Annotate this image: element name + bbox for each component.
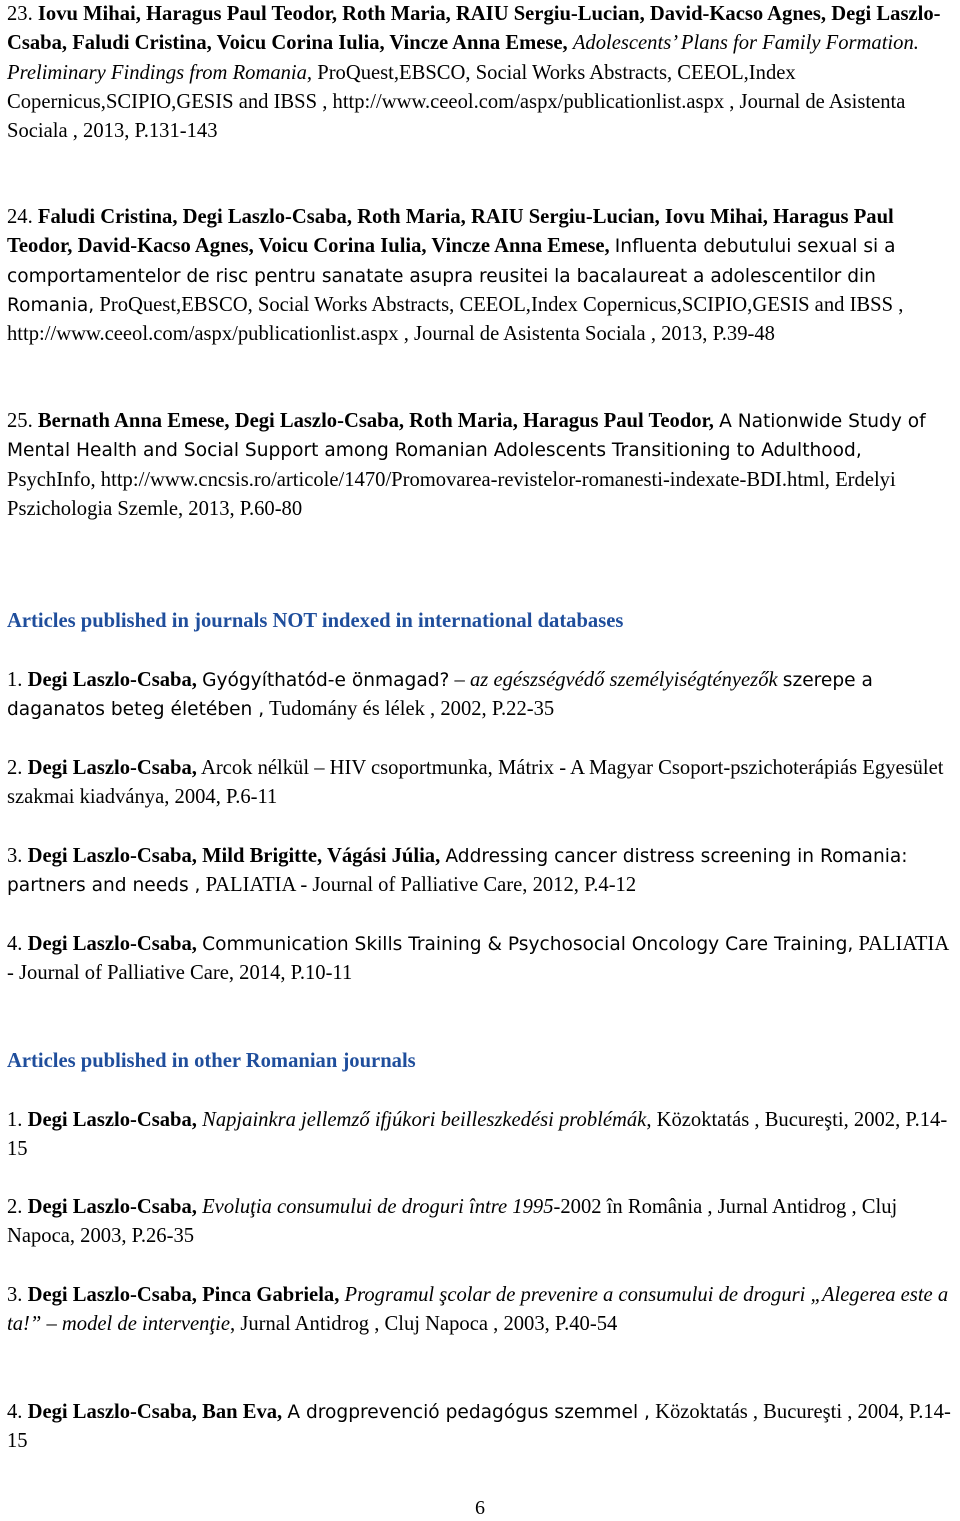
publication-entry [7, 666, 952, 725]
entry-authors: Degi Laszlo-Csaba, Ban Eva, [27, 1401, 283, 1423]
entry-details: , Jurnal Antidrog , Cluj Napoca , 2003, P.40-54 [230, 1313, 618, 1336]
entry-title: Programul şcolar de prevenire a consumului de droguri „Alegerea este a ta!” – model de intervenţie [7, 1284, 949, 1336]
entry-authors: Degi Laszlo-Csaba, [27, 1109, 197, 1131]
publication-entry [7, 1106, 952, 1165]
entry-title: Addressing cancer distress screening in Romania: partners and needs , [7, 846, 908, 897]
entry-details: , Közoktatás , Bucureşti, 2002, P.14-15 [7, 1109, 948, 1161]
publication-entry [7, 203, 957, 349]
publication-entry [7, 754, 952, 813]
entry-number: 24. [7, 206, 33, 228]
entry-details: PsychInfo, http://www.cncsis.ro/articole/1470/Promovarea-revistelor-romanesti-indexate-BDI.html, Erdelyi Pszichologia Szemle, 2013, P.60-80 [7, 468, 896, 520]
entry-number: 4. [7, 933, 23, 955]
page-number: 6 [475, 1497, 485, 1519]
entry-details: -2002 în România , Jurnal Antidrog , Cluj Napoca, 2003, P.26-35 [7, 1196, 898, 1248]
entry-details: ProQuest,EBSCO, Social Works Abstracts, CEEOL,Index Copernicus,SCIPIO,GESIS and IBSS , http://www.ceeol.com/aspx/publicationlist.aspx , Journal de Asistenta Sociala , 2013, P.39-48 [7, 293, 904, 346]
entry-authors: Bernath Anna Emese, Degi Laszlo-Csaba, Roth Maria, Haragus Paul Teodor, [37, 410, 714, 432]
entry-title: Influenta debutului sexual si a comportamentelor de risc pentru sanatate asupra reusitei la bacalaureat a adolescentilor din Romania, [7, 236, 896, 316]
entry-title: Gyógyíthatód-e önmagad? [202, 670, 450, 691]
entry-title: Adolescents’ Plans for Family Formation. Preliminary Findings from Romania, [7, 32, 919, 84]
entry-number: 3. [7, 845, 23, 867]
publication-entry [7, 1398, 952, 1457]
entry-number: 4. [7, 1401, 23, 1423]
entry-title-italic: az egészségvédő személyiségtényezők [469, 669, 778, 691]
publication-entry [7, 842, 957, 901]
entry-title: A Nationwide Study of Mental Health and Social Support among Romanian Adolescents Transitioning to Adulthood, [7, 411, 926, 462]
publication-entry [7, 1193, 952, 1252]
entry-details: PALIATIA - Journal of Palliative Care, 2012, P.4-12 [205, 874, 637, 897]
entry-authors: Degi Laszlo-Csaba, Pinca Gabriela, [27, 1284, 340, 1306]
entry-title: Arcok nélkül – HIV csoportmunka, [200, 757, 493, 779]
entry-details: Közoktatás , Bucureşti , 2004, P.14-15 [7, 1401, 951, 1453]
entry-details: PALIATIA - Journal of Palliative Care, 2014, P.10-11 [7, 933, 949, 985]
publication-entry [7, 1281, 952, 1340]
publication-entry [7, 0, 952, 146]
entry-title: Communication Skills Training & Psychosocial Oncology Care Training, [202, 934, 854, 955]
entry-authors: Degi Laszlo-Csaba, [27, 1196, 197, 1218]
entry-details: Mátrix - A Magyar Csoport-pszichoterápiás Egyesület szakmai kiadványa, 2004, P.6-11 [7, 757, 944, 809]
entry-number: 3. [7, 1284, 23, 1306]
entry-title: A drogprevenció pedagógus szemmel , [287, 1402, 650, 1423]
entry-authors: Degi Laszlo-Csaba, [27, 933, 197, 955]
entry-authors: Degi Laszlo-Csaba, Mild Brigitte, Vágási Júlia, [27, 845, 441, 867]
entry-number: 1. [7, 1109, 23, 1131]
entry-number: 2. [7, 1196, 23, 1218]
entry-title: Napjainkra jellemző ifjúkori beilleszkedési problémák [202, 1109, 647, 1131]
entry-authors: Degi Laszlo-Csaba, [27, 669, 197, 691]
entry-number: 25. [7, 410, 33, 432]
entry-details: ProQuest,EBSCO, Social Works Abstracts, CEEOL,Index Copernicus,SCIPIO,GESIS and IBSS , http://www.ceeol.com/aspx/publicationlist.aspx , Journal de Asistenta Sociala , 2013, P.131-143 [7, 61, 906, 143]
entry-authors: Degi Laszlo-Csaba, [27, 757, 197, 779]
entry-number: 23. [7, 3, 33, 25]
entry-number: 2. [7, 757, 23, 779]
section-heading: Articles published in other Romanian journals [7, 1050, 416, 1072]
section-heading: Articles published in journals NOT indexed in international databases [7, 610, 624, 632]
publication-entry [7, 407, 952, 524]
entry-title-continued: szerepe a daganatos beteg életében , [7, 670, 873, 721]
publication-entry [7, 930, 952, 989]
entry-authors: Iovu Mihai, Haragus Paul Teodor, Roth Maria, RAIU Sergiu-Lucian, David-Kacso Agnes, Degi Laszlo-Csaba, Faludi Cristina, Voicu Corina Iulia, Vincze Anna Emese, [7, 3, 941, 55]
entry-authors: Faludi Cristina, Degi Laszlo-Csaba, Roth Maria, RAIU Sergiu-Lucian, Iovu Mihai, Haragus Paul Teodor, David-Kacso Agnes, Voicu Corina Iulia, Vincze Anna Emese, [7, 206, 894, 258]
entry-details: Tudomány és lélek , 2002, P.22-35 [268, 698, 555, 721]
entry-title: Evoluţia consumului de droguri între 1995 [202, 1196, 554, 1218]
entry-number: 1. [7, 669, 23, 691]
entry-dash: – [449, 669, 470, 691]
